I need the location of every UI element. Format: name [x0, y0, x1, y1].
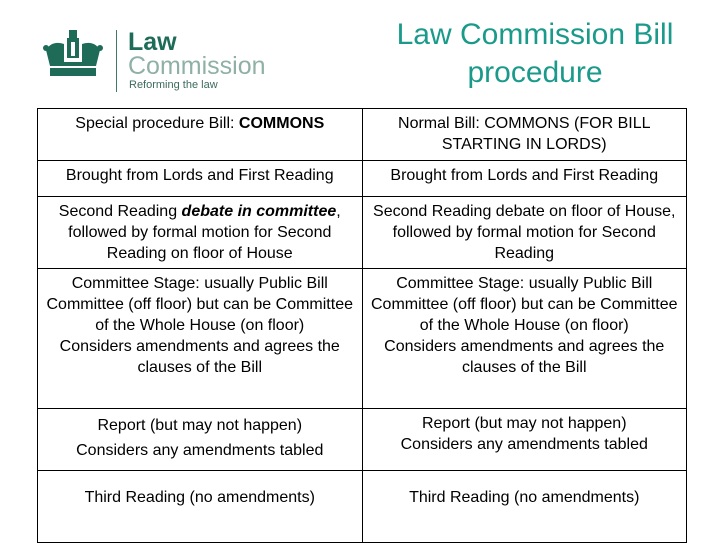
page-title: Law Commission Bill procedure — [396, 18, 674, 89]
logo-commission: Commission — [128, 52, 266, 80]
table-row — [38, 269, 687, 409]
text: Report (but may not happen) — [97, 417, 303, 434]
cell-right: Third Reading (no amendments) — [362, 471, 687, 543]
text: Considers amendments and agrees the clauses of the Bill — [384, 338, 665, 376]
cell-right — [362, 269, 687, 409]
crown-icon — [42, 30, 104, 82]
header-bold: COMMONS — [238, 115, 325, 132]
header-special — [38, 109, 363, 161]
law-commission-logo — [42, 26, 272, 96]
table-header-row — [38, 109, 687, 161]
header-prefix: Special procedure Bill: — [75, 115, 239, 132]
text: Considers any amendments tabled — [400, 436, 648, 453]
logo-tagline: Reforming the law — [129, 79, 218, 91]
table-row — [38, 409, 687, 471]
cell-right — [362, 409, 687, 471]
procedure-table — [37, 108, 687, 543]
text: Considers amendments and agrees the clauses of the Bill — [59, 338, 340, 376]
text: Committee Stage: usually Public Bill Committee (off floor) but can be Committee of the Whole House (on floor) — [46, 275, 353, 334]
table-row — [38, 471, 687, 543]
logo-law: Law — [128, 28, 177, 56]
cell-right: Brought from Lords and First Reading — [362, 161, 687, 197]
text: Considers any amendments tabled — [76, 442, 324, 459]
text: , followed by formal motion for Second Reading on floor of House — [68, 203, 341, 262]
cell-left: Third Reading (no amendments) — [38, 471, 363, 543]
logo-divider — [116, 30, 117, 92]
text: Report (but may not happen) — [421, 415, 627, 432]
text: Committee Stage: usually Public Bill Committee (off floor) but can be Committee of the Whole House (on floor) — [371, 275, 678, 334]
cell-left — [38, 269, 363, 409]
text: Second Reading — [58, 203, 182, 220]
header-normal: Normal Bill: COMMONS (FOR BILL STARTING IN LORDS) — [362, 109, 687, 161]
cell-left — [38, 197, 363, 269]
cell-right: Second Reading debate on floor of House, followed by formal motion for Second Reading — [362, 197, 687, 269]
table-row — [38, 161, 687, 197]
emphasis: debate in committee — [181, 203, 337, 220]
table-row — [38, 197, 687, 269]
cell-left: Brought from Lords and First Reading — [38, 161, 363, 197]
cell-left — [38, 409, 363, 471]
